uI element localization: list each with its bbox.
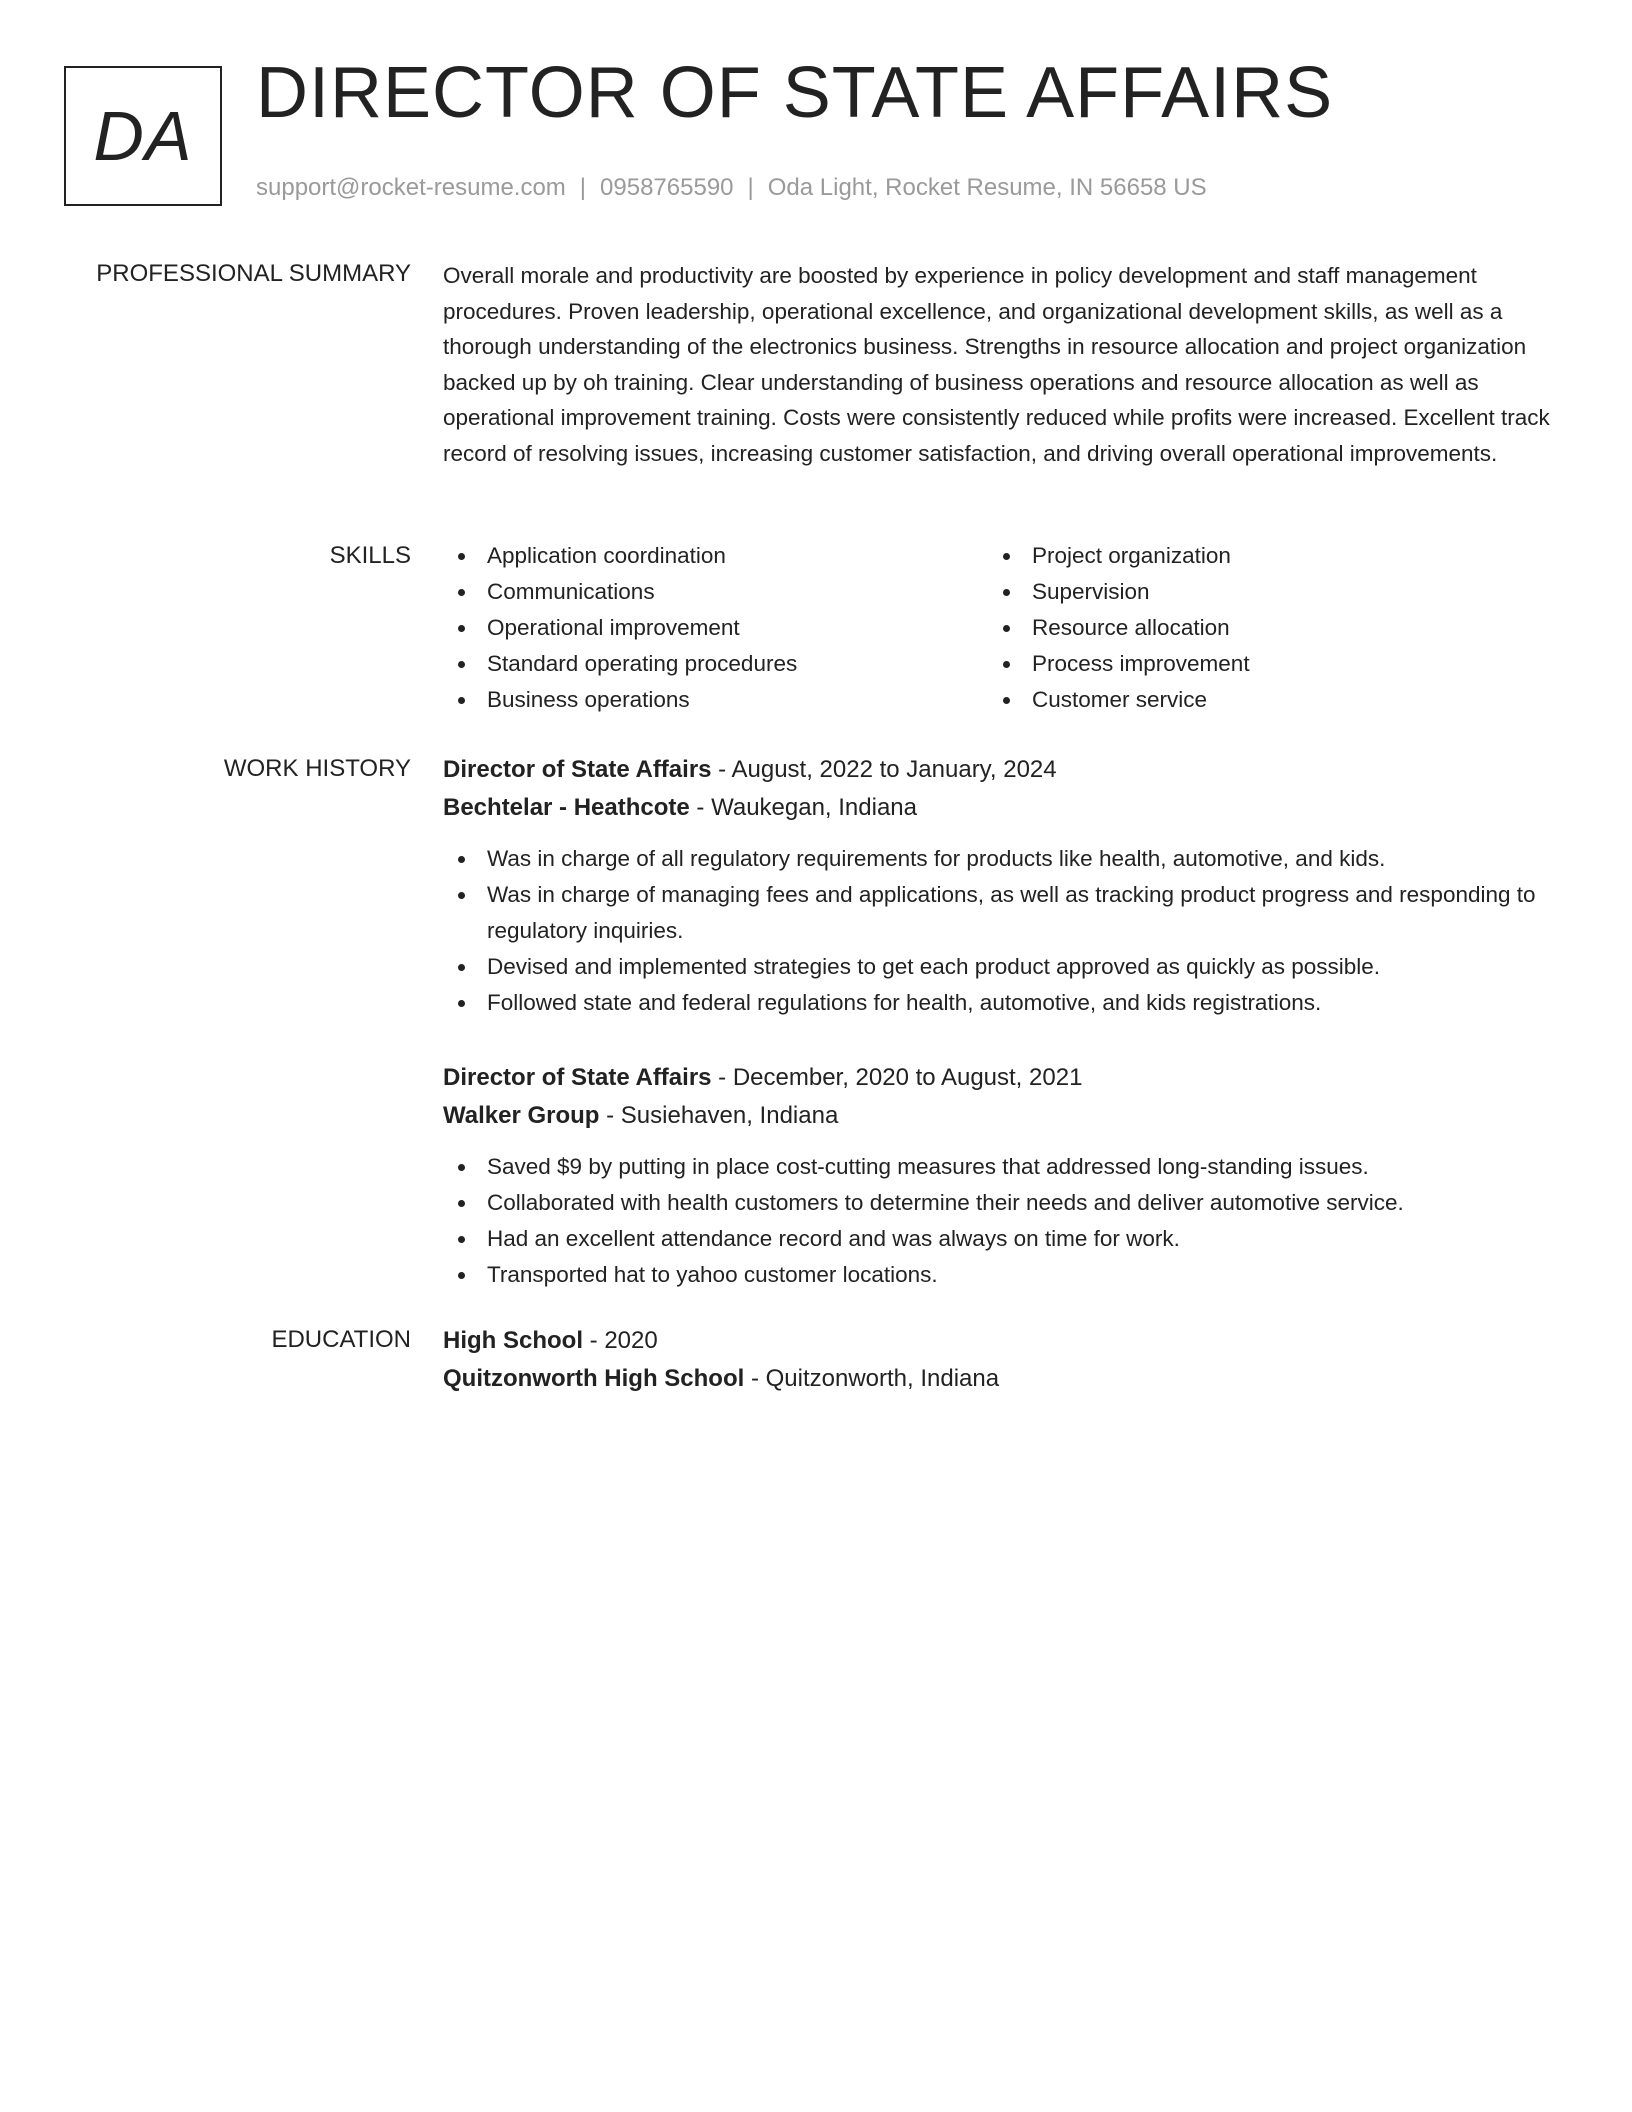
skill-item: Application coordination	[443, 538, 988, 574]
job-bullet: Was in charge of managing fees and applications, as well as tracking product progress and responding to regulatory inquiries.	[443, 877, 1553, 949]
job-bullet: Had an excellent attendance record and was always on time for work.	[443, 1221, 1553, 1257]
skill-item: Communications	[443, 574, 988, 610]
job-dates: - December, 2020 to August, 2021	[711, 1064, 1083, 1091]
job-company: Walker Group	[443, 1102, 600, 1129]
job-bullet: Collaborated with health customers to determine their needs and deliver automotive service.	[443, 1185, 1553, 1221]
education-location: - Quitzonworth, Indiana	[744, 1365, 1000, 1392]
job-entry	[443, 1059, 1553, 1293]
job-title-line	[443, 1059, 1553, 1097]
skill-item: Supervision	[988, 574, 1533, 610]
monogram-initials: DA	[93, 97, 193, 175]
job-company-line	[443, 1097, 1553, 1135]
job-company-line	[443, 789, 1553, 827]
education-year: - 2020	[583, 1327, 658, 1354]
skill-item: Business operations	[443, 682, 988, 718]
summary-text: Overall morale and productivity are boosted by experience in policy development and staff management procedures. Proven leadership, operational excellence, and organizational development skills, as well as a thorough understanding of the electronics business. Strengths in resource allocation and project organization backed up by oh training. Clear understanding of business operations and resource allocation as well as operational improvement training. Costs were consistently reduced while profits were increased. Excellent track record of resolving issues, increasing customer satisfaction, and driving overall operational improvements.	[443, 263, 1550, 466]
contact-phone: 0958765590	[600, 174, 734, 201]
education-degree: High School	[443, 1327, 583, 1354]
job-title: Director of State Affairs	[443, 1064, 712, 1091]
contact-address: Oda Light, Rocket Resume, IN 56658 US	[767, 174, 1207, 201]
section-label-work-history: WORK HISTORY	[223, 755, 411, 782]
job-location: - Waukegan, Indiana	[689, 794, 917, 821]
contact-separator: |	[747, 174, 754, 201]
skill-item: Process improvement	[988, 646, 1533, 682]
page-title: DIRECTOR OF STATE AFFAIRS	[256, 53, 1334, 133]
skill-item: Project organization	[988, 538, 1533, 574]
work-history-body	[443, 751, 1553, 1293]
job-entry	[443, 751, 1553, 1021]
skills-column-right	[988, 538, 1533, 718]
skills-column-left	[443, 538, 988, 718]
job-dates: - August, 2022 to January, 2024	[711, 756, 1057, 783]
section-label-education: EDUCATION	[271, 1326, 411, 1353]
job-bullet-list	[443, 841, 1553, 1021]
job-bullet: Devised and implemented strategies to get each product approved as quickly as possible.	[443, 949, 1553, 985]
contact-separator: |	[579, 174, 587, 201]
education-school-line	[443, 1360, 1553, 1398]
job-bullet-list	[443, 1149, 1553, 1293]
section-label-skills: SKILLS	[329, 542, 411, 569]
section-label-summary: PROFESSIONAL SUMMARY	[96, 260, 411, 287]
skill-item: Resource allocation	[988, 610, 1533, 646]
job-bullet: Transported hat to yahoo customer locations.	[443, 1257, 1553, 1293]
skills-list	[443, 538, 1553, 718]
contact-email: support@rocket-resume.com	[256, 174, 566, 201]
job-company: Bechtelar - Heathcote	[443, 794, 690, 821]
skill-item: Customer service	[988, 682, 1533, 718]
job-bullet: Was in charge of all regulatory requirements for products like health, automotive, and kids.	[443, 841, 1553, 877]
monogram-badge	[64, 66, 222, 206]
job-bullet: Saved $9 by putting in place cost-cutting measures that addressed long-standing issues.	[443, 1149, 1553, 1185]
job-title: Director of State Affairs	[443, 756, 712, 783]
job-title-line	[443, 751, 1553, 789]
job-location: - Susiehaven, Indiana	[599, 1102, 839, 1129]
education-degree-line	[443, 1322, 1553, 1360]
job-bullet: Followed state and federal regulations for health, automotive, and kids registrations.	[443, 985, 1553, 1021]
skill-item: Operational improvement	[443, 610, 988, 646]
summary-body	[443, 258, 1553, 471]
education-body	[443, 1322, 1553, 1398]
skill-item: Standard operating procedures	[443, 646, 988, 682]
contact-line	[256, 174, 1207, 202]
education-school: Quitzonworth High School	[443, 1365, 745, 1392]
